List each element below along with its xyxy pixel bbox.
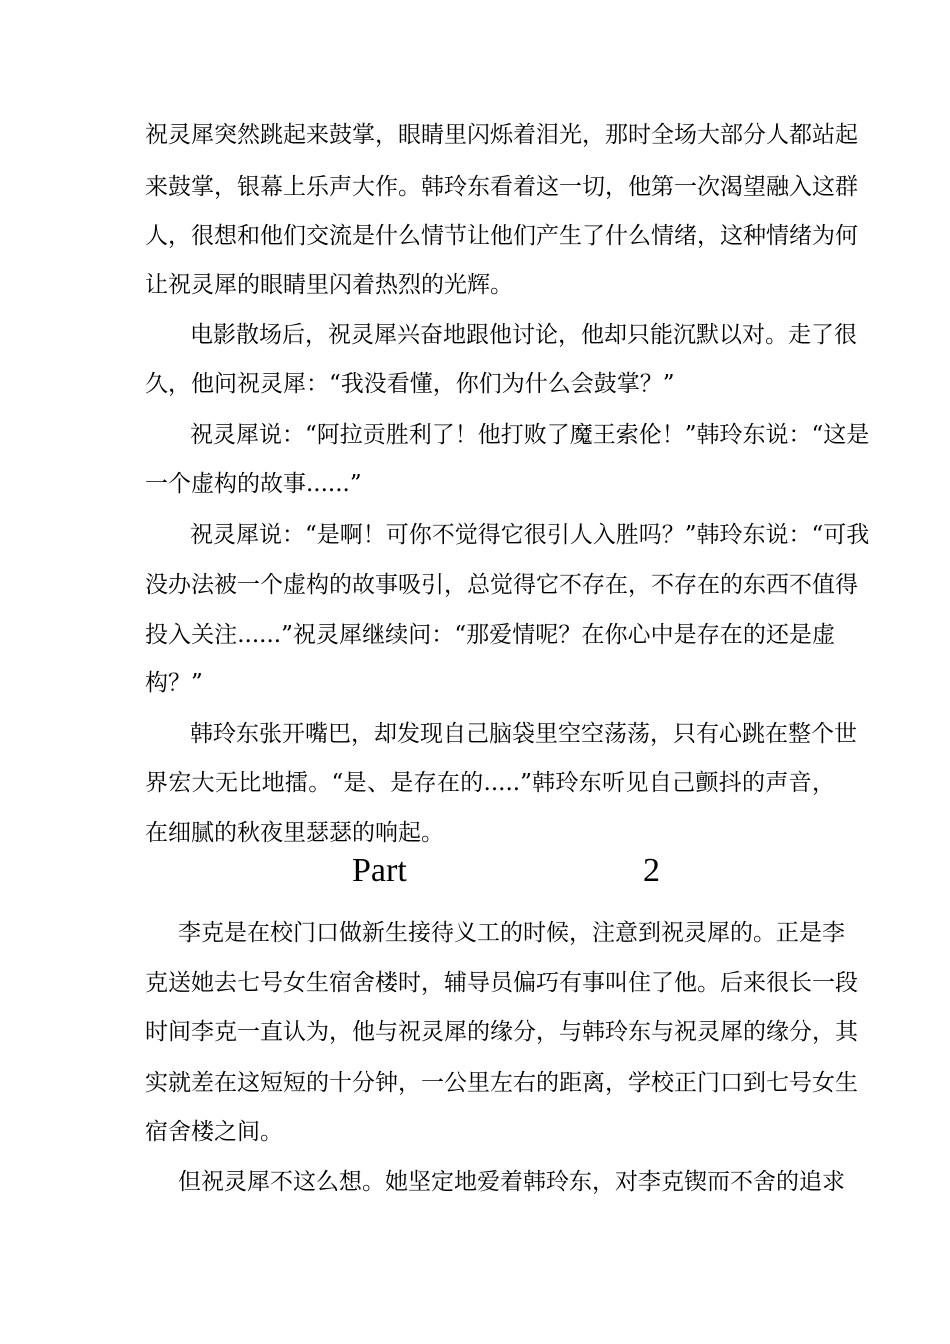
paragraph-line: 实就差在这短短的十分钟，一公里左右的距离，学校正门口到七号女生 — [145, 1070, 858, 1096]
paragraph-line: 克送她去七号女生宿舍楼时，辅导员偏巧有事叫住了他。后来很长一段 — [145, 970, 858, 996]
paragraph-line: 祝灵犀说：“是啊！可你不觉得它很引人入胜吗？”韩玲东说：“可我 — [190, 522, 870, 548]
paragraph-line: 时间李克一直认为，他与祝灵犀的缘分，与韩玲东与祝灵犀的缘分，其 — [145, 1019, 858, 1045]
paragraph-line: 祝灵犀突然跳起来鼓掌，眼睛里闪烁着泪光，那时全场大部分人都站起 — [145, 122, 858, 148]
section-heading — [0, 851, 950, 891]
paragraph-line: 界宏大无比地擂。“是、是存在的.....”韩玲东听见自己颤抖的声音， — [145, 770, 835, 796]
paragraph-line: 祝灵犀说：“阿拉贡胜利了！他打败了魔王索伦！”韩玲东说：“这是 — [190, 422, 870, 448]
paragraph-line: 韩玲东张开嘴巴，却发现自己脑袋里空空荡荡，只有心跳在整个世 — [190, 721, 857, 747]
heading-word: Part — [352, 852, 407, 889]
paragraph-line: 电影散场后，祝灵犀兴奋地跟他讨论，他却只能沉默以对。走了很 — [190, 322, 857, 348]
paragraph-line: 在细腻的秋夜里瑟瑟的响起。 — [145, 820, 444, 846]
paragraph-line: 构？” — [145, 670, 203, 696]
paragraph-line: 宿舍楼之间。 — [145, 1119, 283, 1145]
paragraph-line: 李克是在校门口做新生接待义工的时候，注意到祝灵犀的。正是李 — [178, 920, 845, 946]
paragraph-line: 人，很想和他们交流是什么情节让他们产生了什么情绪，这种情绪为何 — [145, 223, 858, 249]
heading-number: 2 — [643, 852, 660, 889]
paragraph-line: 久，他问祝灵犀：“我没看懂，你们为什么会鼓掌？” — [145, 371, 675, 397]
paragraph-line: 一个虚构的故事......” — [145, 471, 362, 497]
paragraph-line: 让祝灵犀的眼睛里闪着热烈的光辉。 — [145, 272, 513, 298]
paragraph-line: 但祝灵犀不这么想。她坚定地爱着韩玲东，对李克锲而不舍的追求 — [178, 1169, 845, 1195]
paragraph-line: 投入关注......”祝灵犀继续问：“那爱情呢？在你心中是存在的还是虚 — [145, 622, 835, 648]
paragraph-line: 来鼓掌，银幕上乐声大作。韩玲东看着这一切，他第一次渴望融入这群 — [145, 174, 858, 200]
paragraph-line: 没办法被一个虚构的故事吸引，总觉得它不存在，不存在的东西不值得 — [145, 572, 858, 598]
